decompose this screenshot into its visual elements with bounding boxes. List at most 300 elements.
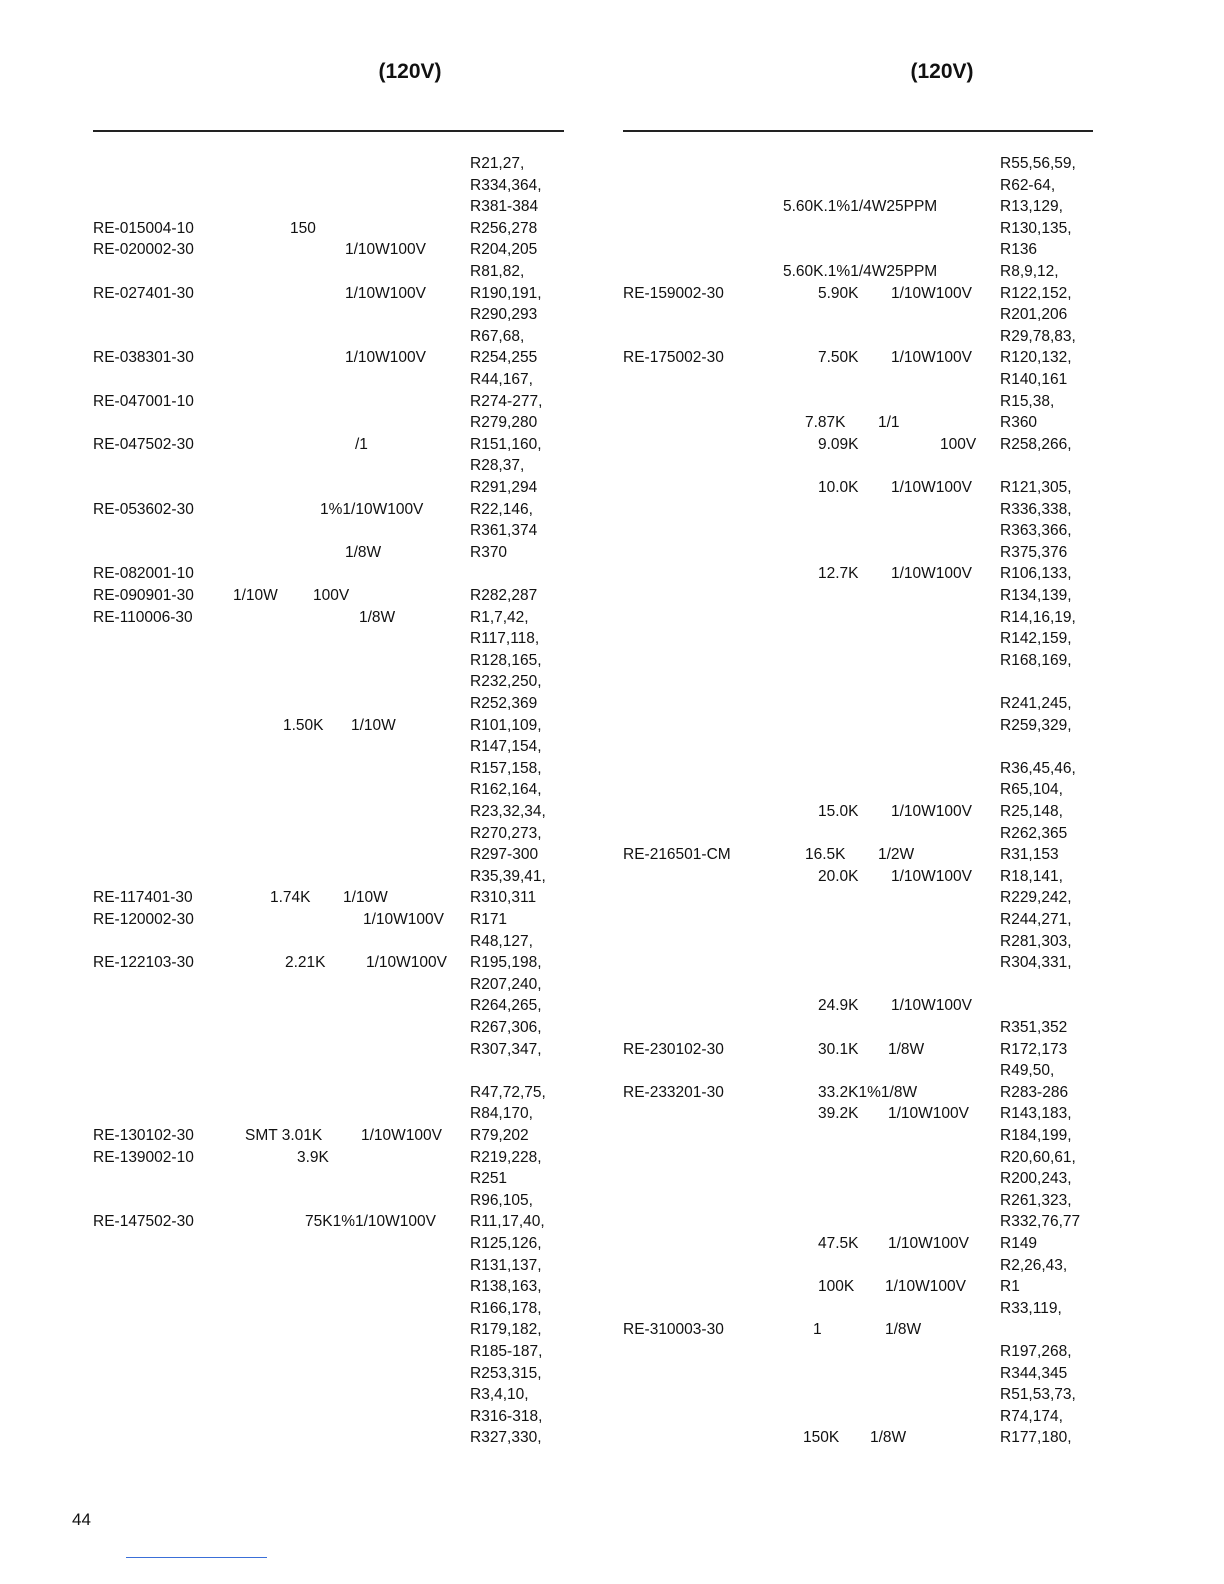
part-rating: 1/8W	[345, 543, 382, 561]
part-number: RE-110006-30	[93, 608, 193, 626]
left-part-row	[93, 477, 563, 499]
reference-designators: R281,303,	[1000, 932, 1072, 950]
right-part-row	[623, 499, 1093, 521]
reference-designators: R13,129,	[1000, 198, 1063, 216]
part-value: 5.60K.1%1/4W25PPM	[783, 198, 938, 216]
reference-designators: R190,191,	[470, 284, 542, 302]
part-rating: 1/8W	[888, 1040, 925, 1058]
reference-designators: R262,365	[1000, 824, 1068, 842]
reference-designators: R125,126,	[470, 1235, 542, 1252]
right-part-row	[623, 1255, 1093, 1277]
reference-designators: R101,109,	[470, 716, 542, 734]
part-number: RE-053602-30	[93, 500, 194, 518]
part-rating: 1/8W	[870, 1429, 907, 1447]
reference-designators: R36,45,46,	[1000, 759, 1076, 777]
right-part-row	[623, 693, 1093, 715]
right-part-row	[623, 261, 1093, 283]
reference-designators: R197,268,	[1000, 1343, 1072, 1360]
right-part-row	[623, 1319, 1093, 1341]
left-part-row	[93, 823, 563, 845]
left-part-row	[93, 887, 563, 909]
right-part-row	[623, 1017, 1093, 1039]
left-part-row	[93, 628, 563, 650]
reference-designators: R23,32,34,	[470, 803, 546, 820]
reference-designators: R31,153	[1000, 846, 1059, 864]
reference-designators: R168,169,	[1000, 651, 1072, 669]
part-rating: /1	[355, 435, 368, 453]
reference-designators: R274-277,	[470, 392, 543, 410]
right-part-row	[623, 153, 1093, 175]
right-part-row	[623, 1103, 1093, 1125]
right-header-rule	[623, 130, 1093, 132]
left-part-row	[93, 1060, 563, 1082]
part-value: 5.90K	[818, 284, 859, 302]
right-part-row	[623, 650, 1093, 672]
reference-designators: R282,287	[470, 587, 538, 604]
reference-designators: R177,180,	[1000, 1429, 1072, 1447]
reference-designators: R200,243,	[1000, 1170, 1072, 1188]
part-value: 7.50K	[818, 349, 859, 367]
right-part-row	[623, 1125, 1093, 1147]
left-part-row	[93, 1147, 563, 1169]
reference-designators: R351,352	[1000, 1019, 1068, 1036]
part-number: RE-310003-30	[623, 1321, 724, 1339]
right-part-row	[623, 1168, 1093, 1190]
reference-designators: R25,148,	[1000, 803, 1063, 820]
part-rating: 1/10W100V	[366, 954, 447, 972]
left-part-row	[93, 585, 563, 607]
left-part-row	[93, 995, 563, 1017]
reference-designators: R14,16,19,	[1000, 608, 1076, 626]
reference-designators: R8,9,12,	[1000, 263, 1059, 280]
part-rating: 1/8W	[359, 608, 396, 626]
right-part-row	[623, 1427, 1093, 1449]
right-part-row	[623, 823, 1093, 845]
reference-designators: R136	[1000, 241, 1038, 259]
reference-designators: R361,374	[470, 522, 538, 540]
part-value: 1/10W	[233, 587, 278, 604]
reference-designators: R264,265,	[470, 997, 542, 1015]
part-value: 33.2K1%1/8W	[818, 1083, 918, 1101]
part-rating: 1/10W100V	[891, 565, 972, 583]
reference-designators: R117,118,	[470, 630, 540, 648]
reference-designators: R1,7,42,	[470, 608, 529, 626]
part-rating: 1/10W100V	[891, 867, 972, 885]
left-part-row	[93, 974, 563, 996]
reference-designators: R157,158,	[470, 759, 542, 777]
reference-designators: R11,17,40,	[470, 1213, 545, 1231]
page-number: 44	[72, 1510, 91, 1529]
right-part-row	[623, 931, 1093, 953]
right-part-row	[623, 477, 1093, 499]
part-rating: 1/8W	[885, 1321, 922, 1339]
reference-designators: R232,250,	[470, 673, 542, 691]
reference-designators: R291,294	[470, 479, 538, 496]
reference-designators: R258,266,	[1000, 435, 1072, 453]
reference-designators: R283-286	[1000, 1083, 1069, 1101]
reference-designators: R65,104,	[1000, 781, 1063, 799]
reference-designators: R35,39,41,	[470, 867, 546, 885]
left-part-row	[93, 391, 563, 413]
reference-designators: R290,293	[470, 306, 538, 324]
reference-designators: R204,205	[470, 241, 538, 259]
right-part-row	[623, 1363, 1093, 1385]
reference-designators: R84,170,	[470, 1105, 533, 1123]
right-part-row	[623, 455, 1093, 477]
part-value: 2.21K	[285, 954, 326, 972]
right-part-row	[623, 801, 1093, 823]
reference-designators: R28,37,	[470, 457, 525, 475]
reference-designators: R252,369	[470, 695, 538, 712]
part-value: 30.1K	[818, 1040, 859, 1058]
reference-designators: R334,364,	[470, 176, 542, 194]
part-number: RE-130102-30	[93, 1127, 194, 1144]
right-part-row	[623, 671, 1093, 693]
footer-link-underline	[126, 1557, 267, 1558]
reference-designators: R51,53,73,	[1000, 1386, 1076, 1404]
left-part-row	[93, 715, 563, 737]
part-value: 10.0K	[818, 479, 859, 496]
right-part-row	[623, 520, 1093, 542]
reference-designators: R332,76,77	[1000, 1213, 1081, 1231]
left-part-row	[93, 369, 563, 391]
reference-designators: R253,315,	[470, 1364, 542, 1382]
left-part-row	[93, 304, 563, 326]
part-rating: 1/10W100V	[891, 349, 972, 367]
reference-designators: R297-300	[470, 846, 539, 864]
reference-designators: R327,330,	[470, 1429, 542, 1447]
reference-designators: R336,338,	[1000, 500, 1072, 518]
part-value: 39.2K	[818, 1105, 859, 1123]
left-part-row	[93, 1341, 563, 1363]
left-part-row	[93, 909, 563, 931]
left-part-row	[93, 1319, 563, 1341]
left-part-row	[93, 412, 563, 434]
part-value: 7.87K	[805, 414, 846, 432]
right-part-row	[623, 218, 1093, 240]
right-part-row	[623, 1190, 1093, 1212]
left-part-row	[93, 542, 563, 564]
part-value: 9.09K	[818, 435, 859, 453]
part-rating: 100V	[940, 435, 977, 453]
part-value: 16.5K	[805, 846, 846, 864]
right-part-row	[623, 1233, 1093, 1255]
reference-designators: R151,160,	[470, 435, 542, 453]
part-rating: 1/10W100V	[345, 349, 426, 367]
right-part-row	[623, 628, 1093, 650]
right-part-row	[623, 866, 1093, 888]
reference-designators: R267,306,	[470, 1019, 542, 1036]
left-part-row	[93, 693, 563, 715]
reference-designators: R381-384	[470, 198, 539, 216]
part-rating: 1/2W	[878, 846, 915, 864]
part-number: RE-175002-30	[623, 349, 724, 367]
left-part-row	[93, 1363, 563, 1385]
reference-designators: R363,366,	[1000, 522, 1072, 540]
left-part-row	[93, 196, 563, 218]
reference-designators: R79,202	[470, 1127, 529, 1144]
left-part-row	[93, 758, 563, 780]
reference-designators: R171	[470, 911, 508, 928]
reference-designators: R360	[1000, 414, 1038, 432]
left-header-rule	[93, 130, 564, 132]
part-number: RE-159002-30	[623, 284, 724, 302]
reference-designators: R49,50,	[1000, 1062, 1055, 1080]
reference-designators: R184,199,	[1000, 1127, 1072, 1144]
left-part-row	[93, 1233, 563, 1255]
reference-designators: R120,132,	[1000, 349, 1072, 367]
left-part-row	[93, 1255, 563, 1277]
part-rating: 1/10W	[343, 889, 388, 907]
reference-designators: R195,198,	[470, 954, 542, 972]
reference-designators: R261,323,	[1000, 1191, 1072, 1209]
left-part-row	[93, 650, 563, 672]
part-value: SMT 3.01K	[245, 1127, 323, 1144]
part-number: RE-090901-30	[93, 587, 194, 604]
reference-designators: R67,68,	[470, 327, 525, 345]
left-part-row	[93, 1276, 563, 1298]
reference-designators: R122,152,	[1000, 284, 1072, 302]
left-part-row	[93, 218, 563, 240]
left-part-row	[93, 1427, 563, 1449]
part-value: 47.5K	[818, 1235, 859, 1252]
left-part-row	[93, 1103, 563, 1125]
part-rating: 1/10W	[351, 716, 396, 734]
reference-designators: R185-187,	[470, 1343, 543, 1360]
reference-designators: R310,311	[470, 889, 537, 907]
right-part-row	[623, 952, 1093, 974]
right-part-row	[623, 326, 1093, 348]
reference-designators: R22,146,	[470, 500, 533, 518]
part-value: 1.50K	[283, 716, 324, 734]
reference-designators: R128,165,	[470, 651, 542, 669]
right-part-row	[623, 1276, 1093, 1298]
part-value: 3.9K	[297, 1148, 329, 1166]
reference-designators: R201,206	[1000, 306, 1068, 324]
part-value: 24.9K	[818, 997, 859, 1015]
left-part-row	[93, 455, 563, 477]
part-number: RE-015004-10	[93, 219, 194, 237]
part-value: 5.60K.1%1/4W25PPM	[783, 263, 938, 280]
right-part-row	[623, 542, 1093, 564]
reference-designators: R241,245,	[1000, 695, 1072, 712]
part-number: RE-038301-30	[93, 349, 194, 367]
reference-designators: R1	[1000, 1278, 1020, 1296]
right-part-row	[623, 347, 1093, 369]
part-rating: 1%1/10W100V	[320, 500, 424, 518]
right-part-row	[623, 563, 1093, 585]
reference-designators: R316-318,	[470, 1407, 543, 1425]
right-part-row	[623, 844, 1093, 866]
part-value: 15.0K	[818, 803, 859, 820]
reference-designators: R121,305,	[1000, 479, 1072, 496]
left-part-row	[93, 239, 563, 261]
part-rating: 1/10W100V	[891, 997, 972, 1015]
right-part-row	[623, 412, 1093, 434]
right-part-row	[623, 995, 1093, 1017]
reference-designators: R62-64,	[1000, 176, 1056, 194]
left-part-row	[93, 261, 563, 283]
right-part-row	[623, 239, 1093, 261]
left-part-row	[93, 175, 563, 197]
reference-designators: R33,119,	[1000, 1299, 1062, 1317]
left-part-row	[93, 952, 563, 974]
part-value: 12.7K	[818, 565, 859, 583]
left-column-heading: (120V)	[378, 60, 442, 83]
right-part-row	[623, 1341, 1093, 1363]
reference-designators: R48,127,	[470, 932, 533, 950]
right-part-row	[623, 369, 1093, 391]
part-rating: 1/10W100V	[345, 284, 426, 302]
reference-designators: R74,174,	[1000, 1407, 1063, 1425]
reference-designators: R256,278	[470, 219, 538, 237]
reference-designators: R166,178,	[470, 1299, 542, 1317]
part-rating: 1/1	[878, 414, 900, 432]
reference-designators: R207,240,	[470, 975, 542, 993]
right-part-row	[623, 304, 1093, 326]
reference-designators: R140,161	[1000, 371, 1068, 388]
left-part-row	[93, 1039, 563, 1061]
reference-designators: R254,255	[470, 349, 538, 367]
left-part-row	[93, 1298, 563, 1320]
part-number: RE-216501-CM	[623, 846, 731, 864]
right-part-row	[623, 1039, 1093, 1061]
part-value: 1.74K	[270, 889, 311, 907]
left-part-row	[93, 1082, 563, 1104]
part-number: RE-147502-30	[93, 1213, 194, 1231]
part-number: RE-230102-30	[623, 1040, 724, 1058]
reference-designators: R44,167,	[470, 371, 533, 388]
part-rating: 1/10W100V	[888, 1105, 969, 1123]
left-part-row	[93, 326, 563, 348]
left-part-row	[93, 931, 563, 953]
reference-designators: R20,60,61,	[1000, 1148, 1076, 1166]
right-part-row	[623, 715, 1093, 737]
reference-designators: R130,135,	[1000, 219, 1072, 237]
left-part-row	[93, 1125, 563, 1147]
left-part-row	[93, 866, 563, 888]
reference-designators: R149	[1000, 1235, 1038, 1252]
reference-designators: R179,182,	[470, 1321, 542, 1339]
left-part-row	[93, 1017, 563, 1039]
left-part-row	[93, 434, 563, 456]
right-part-row	[623, 1384, 1093, 1406]
reference-designators: R21,27,	[470, 155, 525, 172]
part-number: RE-082001-10	[93, 565, 194, 583]
left-part-row	[93, 801, 563, 823]
reference-designators: R270,273,	[470, 824, 542, 842]
part-number: RE-020002-30	[93, 241, 194, 259]
reference-designators: R162,164,	[470, 781, 542, 799]
part-number: RE-027401-30	[93, 284, 194, 302]
part-number: RE-139002-10	[93, 1148, 194, 1166]
left-part-row	[93, 844, 563, 866]
left-part-row	[93, 499, 563, 521]
part-number: RE-047502-30	[93, 435, 194, 453]
reference-designators: R15,38,	[1000, 392, 1055, 410]
reference-designators: R142,159,	[1000, 630, 1072, 648]
reference-designators: R147,154,	[470, 738, 542, 756]
reference-designators: R229,242,	[1000, 889, 1072, 907]
reference-designators: R138,163,	[470, 1278, 542, 1296]
reference-designators: R2,26,43,	[1000, 1256, 1068, 1274]
reference-designators: R3,4,10,	[470, 1386, 529, 1404]
part-number: RE-117401-30	[93, 889, 193, 907]
right-part-row	[623, 974, 1093, 996]
part-value: 1	[813, 1321, 822, 1339]
part-rating: 1/10W100V	[891, 803, 972, 820]
part-rating: 1/10W100V	[885, 1278, 966, 1296]
left-part-row	[93, 607, 563, 629]
part-rating: 1/10W100V	[891, 284, 972, 302]
reference-designators: R251	[470, 1170, 508, 1188]
part-rating: 1/10W100V	[361, 1127, 442, 1144]
reference-designators: R279,280	[470, 414, 538, 432]
left-part-row	[93, 153, 563, 175]
right-part-row	[623, 1060, 1093, 1082]
reference-designators: R172,173	[1000, 1040, 1068, 1058]
left-part-row	[93, 563, 563, 585]
reference-designators: R344,345	[1000, 1364, 1068, 1382]
right-part-row	[623, 391, 1093, 413]
reference-designators: R244,271,	[1000, 911, 1072, 928]
right-part-row	[623, 283, 1093, 305]
part-value: 150	[290, 219, 316, 237]
part-number: RE-233201-30	[623, 1083, 724, 1101]
right-part-row	[623, 1406, 1093, 1428]
reference-designators: R304,331,	[1000, 954, 1072, 972]
part-number: RE-047001-10	[93, 392, 194, 410]
right-part-row	[623, 175, 1093, 197]
part-rating: 100V	[313, 587, 350, 604]
right-part-row	[623, 196, 1093, 218]
left-part-row	[93, 1406, 563, 1428]
right-part-row	[623, 1147, 1093, 1169]
right-part-row	[623, 758, 1093, 780]
part-number: RE-120002-30	[93, 911, 194, 928]
right-part-row	[623, 607, 1093, 629]
left-part-row	[93, 283, 563, 305]
right-part-row	[623, 887, 1093, 909]
right-part-row	[623, 434, 1093, 456]
left-part-row	[93, 671, 563, 693]
reference-designators: R134,139,	[1000, 587, 1072, 604]
part-value: 20.0K	[818, 867, 859, 885]
left-part-row	[93, 347, 563, 369]
reference-designators: R47,72,75,	[470, 1083, 546, 1101]
left-part-row	[93, 1190, 563, 1212]
part-rating: 75K1%1/10W100V	[305, 1213, 436, 1231]
reference-designators: R96,105,	[470, 1191, 533, 1209]
reference-designators: R29,78,83,	[1000, 327, 1076, 345]
right-part-row	[623, 585, 1093, 607]
right-part-row	[623, 1211, 1093, 1233]
reference-designators: R375,376	[1000, 543, 1068, 561]
left-part-row	[93, 736, 563, 758]
right-part-row	[623, 779, 1093, 801]
part-rating: 1/10W100V	[345, 241, 426, 259]
reference-designators: R307,347,	[470, 1040, 542, 1058]
part-value: 150K	[803, 1429, 840, 1447]
part-rating: 1/10W100V	[891, 479, 972, 496]
reference-designators: R143,183,	[1000, 1105, 1072, 1123]
reference-designators: R370	[470, 543, 508, 561]
part-number: RE-122103-30	[93, 954, 194, 972]
part-value: 100K	[818, 1278, 855, 1296]
reference-designators: R219,228,	[470, 1148, 542, 1166]
right-part-row	[623, 909, 1093, 931]
left-part-row	[93, 1168, 563, 1190]
